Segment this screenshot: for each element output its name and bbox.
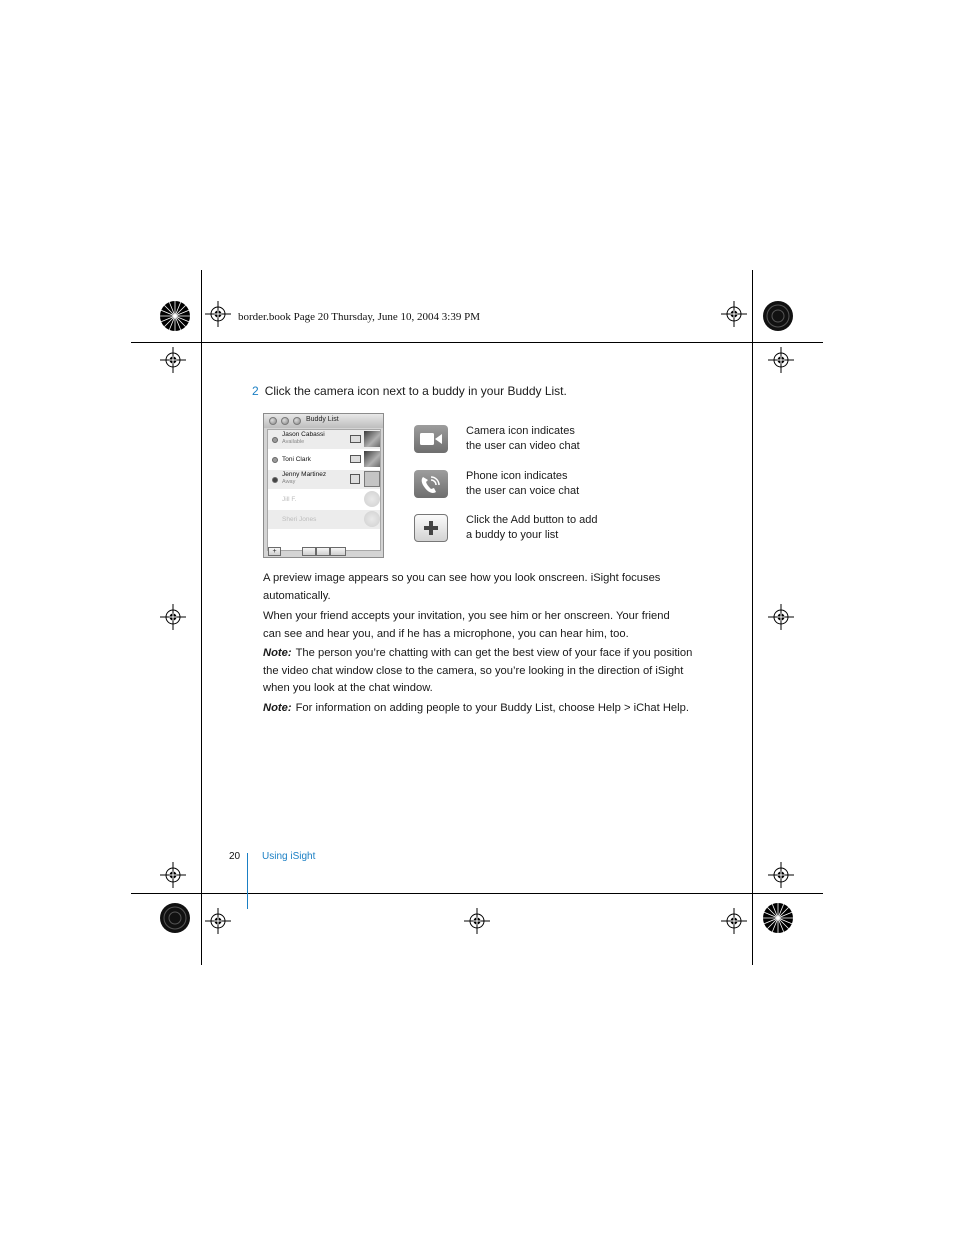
buddy-list-title: Buddy List <box>306 416 339 423</box>
buddy-name: Sheri Jones <box>282 516 317 523</box>
buddy-row-jason[interactable] <box>268 430 380 449</box>
note-text: The person you’re chatting with can get the best view of your face if you position the video chat window close to the camera, so you’re looking in the direction of iSight when you look at the chat window. <box>263 647 693 694</box>
paragraph-preview: A preview image appears so you can see how you look onscreen. iSight focuses automatically. <box>263 572 661 602</box>
buddy-picture <box>364 511 380 527</box>
phone-icon[interactable] <box>350 474 360 484</box>
status-indicator-icon <box>272 477 278 483</box>
add-buddy-button[interactable]: + <box>268 547 281 556</box>
note-camera-position <box>263 645 708 698</box>
buddy-name: Toni Clark <box>282 456 311 463</box>
buddy-name: Jenny Martinez <box>282 471 327 478</box>
buddy-list-toolbar <box>264 547 383 557</box>
legend-phone-text <box>466 469 579 499</box>
phone-icon <box>414 470 448 498</box>
minimize-button[interactable] <box>281 417 289 425</box>
legend-line: the user can voice chat <box>466 485 580 497</box>
step-instruction <box>252 384 567 398</box>
status-indicator-icon <box>272 457 278 463</box>
buddy-status: Away <box>282 479 296 485</box>
legend-line: Click the Add button to add <box>466 514 598 526</box>
note-label: Note: <box>263 702 292 714</box>
legend-add-text <box>466 513 597 543</box>
close-button[interactable] <box>269 417 277 425</box>
camera-icon <box>414 425 448 453</box>
buddy-picture <box>364 431 380 447</box>
legend-line: a buddy to your list <box>466 529 559 541</box>
legend-line: Phone icon indicates <box>466 470 568 482</box>
note-ichat-help <box>263 700 723 718</box>
status-indicator-icon <box>272 437 278 443</box>
buddy-status: Available <box>282 439 305 445</box>
add-icon <box>414 514 448 542</box>
buddy-list <box>267 429 381 551</box>
buddy-name: Jill F. <box>282 496 297 503</box>
step-text: Click the camera icon next to a buddy in your Buddy List. <box>264 384 567 398</box>
audio-chat-button[interactable] <box>316 547 330 556</box>
buddy-row-jill[interactable] <box>268 490 380 509</box>
text-chat-button[interactable] <box>302 547 316 556</box>
zoom-button[interactable] <box>293 417 301 425</box>
camera-icon[interactable] <box>350 435 361 443</box>
buddy-list-window <box>263 413 384 558</box>
note-text: For information on adding people to your Buddy List, choose Help > iChat Help. <box>295 702 689 714</box>
buddy-row-jenny[interactable] <box>268 470 380 489</box>
buddy-picture <box>364 491 380 507</box>
legend-line: Camera icon indicates <box>466 425 575 437</box>
buddy-picture <box>364 471 380 487</box>
paragraph-accept: When your friend accepts your invitation, you see him or her onscreen. Your friend can see and hear you, and if he has a microphone, you can hear him, too. <box>263 610 670 640</box>
page-number: 20 <box>229 851 241 862</box>
legend-camera-text <box>466 424 580 454</box>
buddy-picture <box>364 451 380 467</box>
video-chat-button[interactable] <box>330 547 346 556</box>
print-header: border.book Page 20 Thursday, June 10, 2004 3:39 PM <box>238 311 480 323</box>
camera-icon[interactable] <box>350 455 361 463</box>
buddy-name: Jason Cabassi <box>282 431 325 438</box>
buddy-row-toni[interactable] <box>268 450 380 469</box>
buddy-list-titlebar <box>264 414 383 428</box>
note-label: Note: <box>263 647 292 659</box>
section-title: Using iSight <box>262 851 316 862</box>
legend-line: the user can video chat <box>466 440 580 452</box>
buddy-row-sheri[interactable] <box>268 510 380 529</box>
step-number: 2 <box>252 384 259 398</box>
